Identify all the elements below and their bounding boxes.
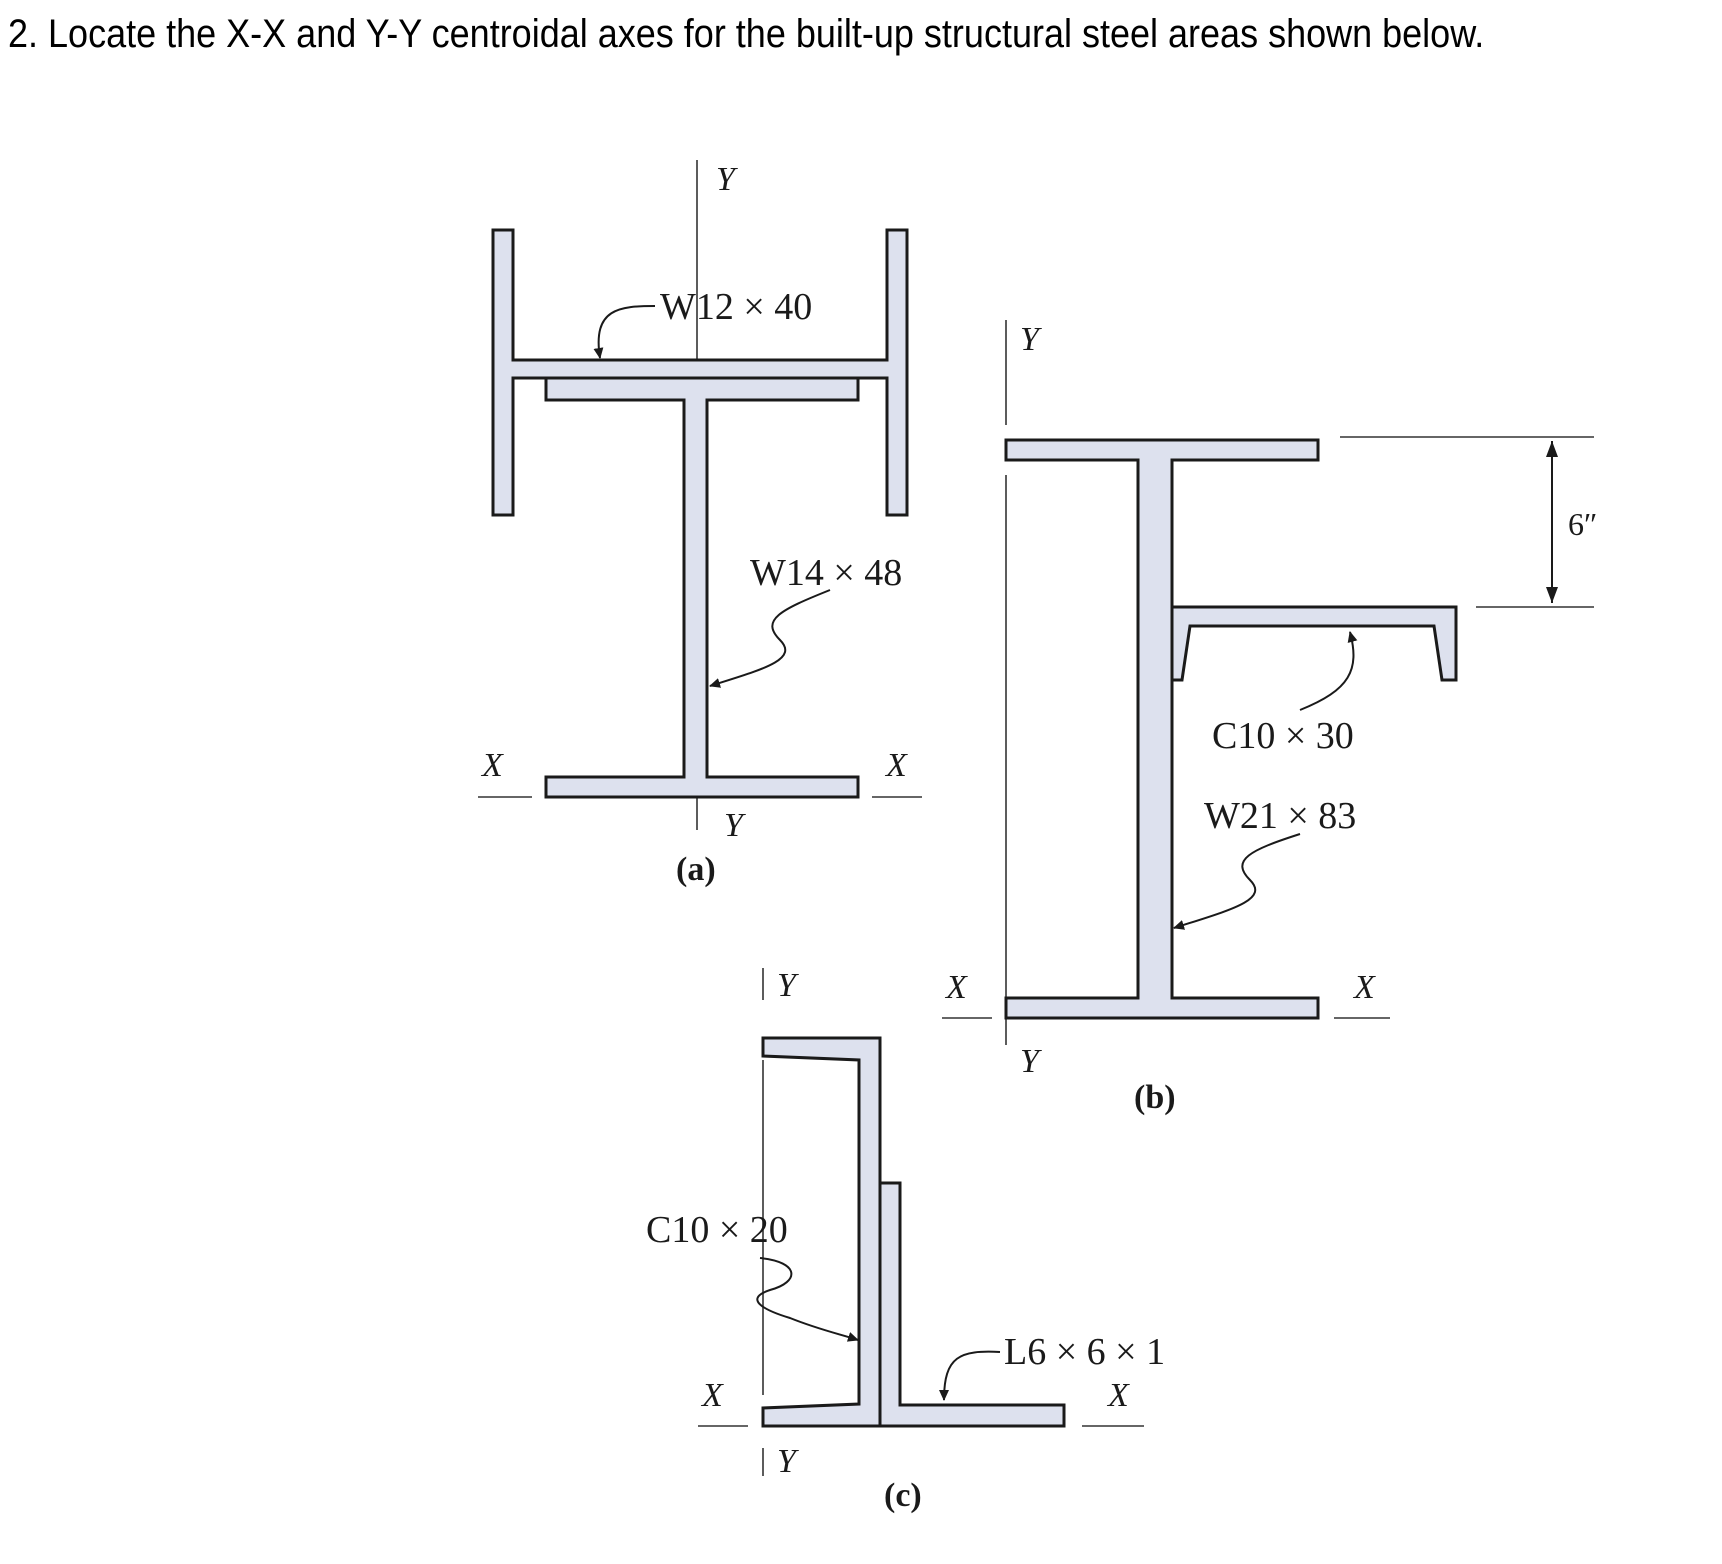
figure-c-x-label-right: X: [1108, 1377, 1129, 1414]
figure-c-y-label-top: Y: [777, 967, 796, 1004]
figure-b-x-label-right: X: [1354, 969, 1375, 1006]
figure-a-label-w12x40: W12 × 40: [660, 286, 813, 328]
l6x6x1-section: [880, 1183, 1064, 1426]
figure-a-caption: (a): [676, 851, 716, 888]
figure-c-caption: (c): [884, 1477, 922, 1514]
figure-a-x-label-left: X: [482, 747, 503, 784]
figure-b-caption: (b): [1134, 1079, 1176, 1116]
figure-c-label-c10x20: C10 × 20: [646, 1209, 788, 1251]
figure-a: [478, 160, 922, 888]
figure-b-label-c10x30: C10 × 30: [1212, 715, 1354, 757]
figure-c-x-label-left: X: [702, 1377, 723, 1414]
figure-c-y-label-bottom: Y: [777, 1443, 796, 1480]
figure-b-label-w21x83: W21 × 83: [1204, 795, 1357, 837]
figure-c: [646, 967, 1165, 1514]
figure-a-y-label-bottom: Y: [724, 807, 743, 844]
c10x30-section: [1172, 607, 1456, 680]
figure-b-dimension-6in: 6″: [1568, 506, 1598, 542]
figure-b-x-label-left: X: [946, 969, 967, 1006]
figure-b-y-label-bottom: Y: [1020, 1043, 1039, 1080]
figure-a-label-w14x48: W14 × 48: [750, 552, 903, 594]
figure-b-y-label-top: Y: [1020, 321, 1039, 358]
figure-c-label-l6x6x1: L6 × 6 × 1: [1004, 1331, 1166, 1373]
figure-b: [942, 320, 1597, 1116]
figure-a-y-label-top: Y: [716, 161, 735, 198]
figure-a-x-label-right: X: [886, 747, 907, 784]
question-text: 2. Locate the X-X and Y-Y centroidal axes for the built-up structural steel areas shown below.: [8, 12, 1485, 56]
